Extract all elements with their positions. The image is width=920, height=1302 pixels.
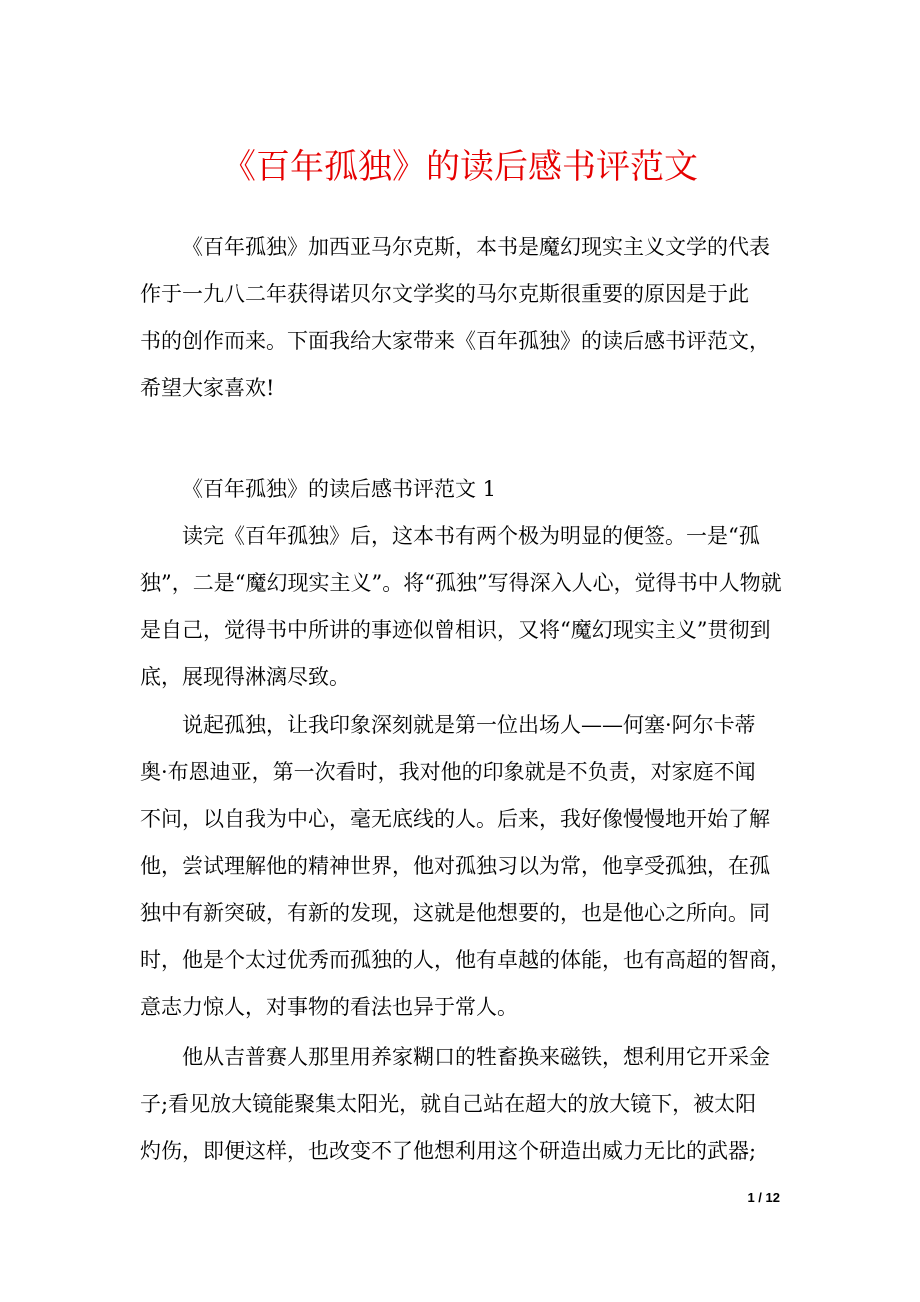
paragraph-line: 奥·布恩迪亚，第一次看时，我对他的印象就是不负责，对家庭不闻 [140, 760, 756, 784]
paragraph-line: 时，他是个太过优秀而孤独的人，他有卓越的体能，也有高超的智商， [140, 948, 791, 972]
paragraph-line: 说起孤独，让我印象深刻就是第一位出场人——何塞·阿尔卡蒂 [182, 713, 756, 737]
intro-paragraph [140, 224, 780, 412]
paragraph-line: 灼伤，即便这样，也改变不了他想利用这个研造出威力无比的武器; [140, 1139, 757, 1163]
paragraph-line: 他，尝试理解他的精神世界，他对孤独习以为常，他享受孤独，在孤 [140, 854, 770, 878]
intro-line: 作于一九八二年获得诺贝尔文学奖的马尔克斯很重要的原因是于此 [140, 282, 749, 306]
document-title: 《百年孤独》的读后感书评范文 [222, 147, 698, 187]
paragraph-line: 读完《百年孤独》后，这本书有两个极为明显的便签。一是“孤 [182, 524, 760, 548]
paragraph-2 [140, 702, 791, 1031]
section-heading [140, 466, 780, 513]
intro-line: 书的创作而来。下面我给大家带来《百年孤独》的读后感书评范文， [140, 329, 770, 353]
intro-line: 《百年孤独》加西亚马尔克斯，本书是魔幻现实主义文学的代表 [182, 235, 770, 259]
paragraph-line: 不问，以自我为中心，毫无底线的人。后来，我好像慢慢地开始了解 [140, 807, 770, 831]
paragraph-line: 底，展现得淋漓尽致。 [140, 665, 350, 689]
paragraph-1 [140, 513, 780, 701]
paragraph-line: 子;看见放大镜能聚集太阳光，就自己站在超大的放大镜下，被太阳 [140, 1092, 757, 1116]
paragraph-line: 独中有新突破，有新的发现，这就是他想要的，也是他心之所向。同 [140, 901, 770, 925]
page-number: 1 / 12 [747, 1190, 780, 1205]
paragraph-line: 是自己，觉得书中所讲的事迹似曾相识，又将“魔幻现实主义”贯彻到 [140, 618, 771, 642]
section-heading-text: 《百年孤独》的读后感书评范文 1 [182, 477, 497, 501]
paragraph-line: 独”，二是“魔幻现实主义”。将“孤独”写得深入人心，觉得书中人物就 [140, 571, 782, 595]
paragraph-line: 意志力惊人，对事物的看法也异于常人。 [140, 995, 518, 1019]
paragraph-line: 他从吉普赛人那里用养家糊口的牲畜换来磁铁，想利用它开采金 [182, 1045, 770, 1069]
paragraph-3 [140, 1034, 780, 1175]
intro-line: 希望大家喜欢! [140, 376, 275, 400]
